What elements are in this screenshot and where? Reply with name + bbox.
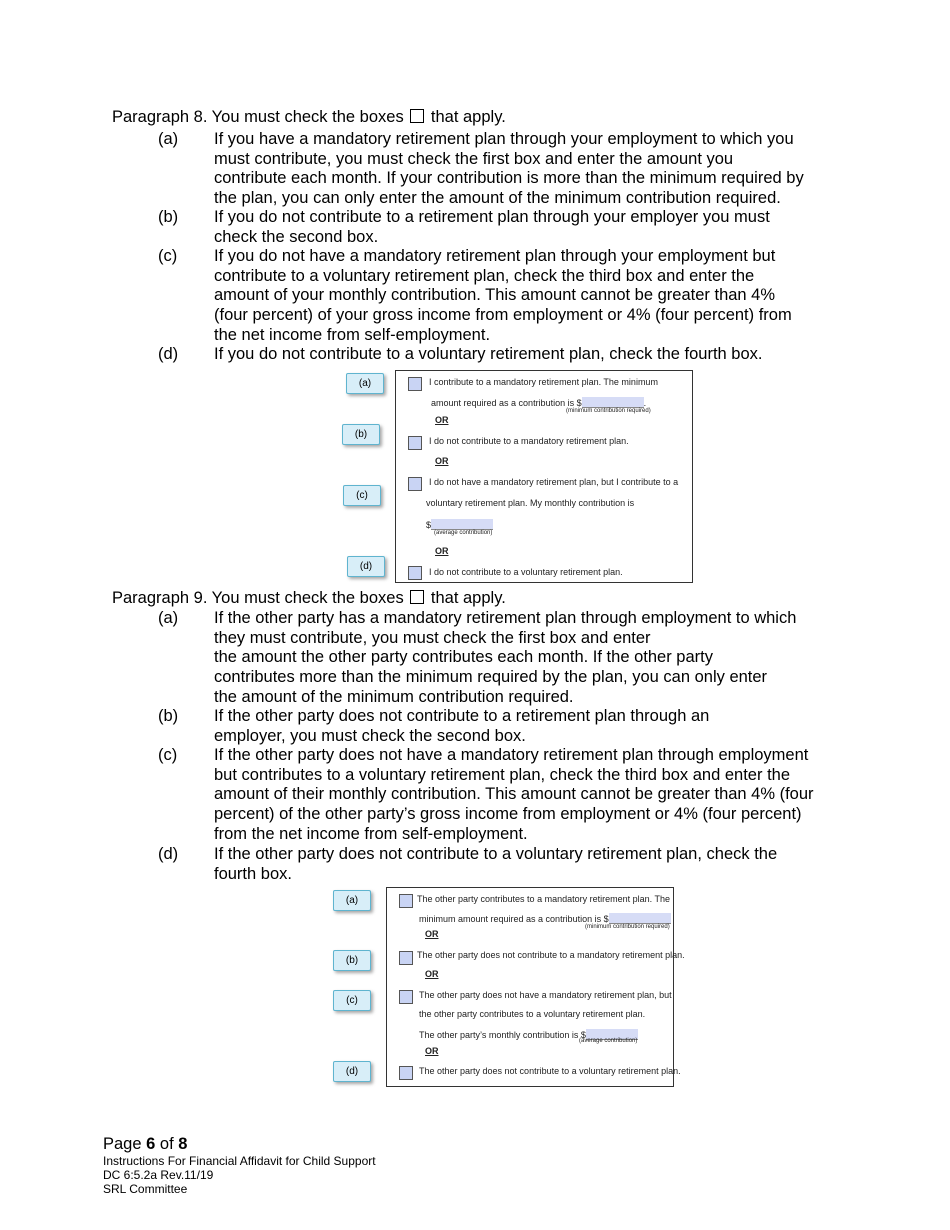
form-checkbox-a [408, 377, 422, 391]
form-checkbox-c [399, 990, 413, 1004]
page-number: Page 6 of 8 [103, 1135, 188, 1153]
form-tag-b: (b) [342, 424, 380, 445]
item-text-d: If the other party does not contribute to a voluntary retirement plan, check the fourth box. [214, 845, 778, 883]
item-text-c: If you do not have a mandatory retirement plan through your employment but contribute to a voluntary retirement plan, check the third box and enter the amount of your monthly contribution. This amount cannot be greater than 4% (four percent) of your gross income from employment or 4% (four percent) from the net income from self-employment. [214, 247, 792, 344]
form-tag-d: (d) [333, 1061, 371, 1082]
form-amount-field-c [431, 519, 493, 530]
paragraph-9-heading: Paragraph 9. You must check the boxes that apply. [112, 589, 506, 607]
form-tag-b: (b) [333, 950, 371, 971]
form-checkbox-d [399, 1066, 413, 1080]
form-tag-a: (a) [333, 890, 371, 911]
item-text-b: If the other party does not contribute to a retirement plan through an employer, you must check the second box. [214, 707, 710, 745]
form-tag-a: (a) [346, 373, 384, 394]
paragraph-8-heading: Paragraph 8. You must check the boxes that apply. [112, 108, 506, 126]
checkbox-symbol-icon [410, 109, 424, 123]
form-amount-field-a [609, 913, 671, 924]
item-label-d: (d) [158, 845, 179, 863]
item-text-d: If you do not contribute to a voluntary retirement plan, check the fourth box. [214, 345, 763, 363]
form-tag-c: (c) [343, 485, 381, 506]
form-checkbox-b [408, 436, 422, 450]
item-text-a: If the other party has a mandatory retirement plan through employment to which they must contribute, you must check the first box and enter the amount the other party contributes each month. If the other party contributes more than the minimum required by the plan, you can only enter the amount of the minimum contribution required. [214, 609, 797, 706]
item-label-b: (b) [158, 707, 179, 725]
item-text-a: If you have a mandatory retirement plan through your employment to which you must contribute, you must check the first box and enter the amount you contribute each month. If your contribution is more than the minimum required by the plan, you can only enter the amount of the minimum contribution required. [214, 130, 804, 208]
form-checkbox-a [399, 894, 413, 908]
item-label-b: (b) [158, 208, 179, 226]
form-amount-field-a [582, 397, 644, 408]
footer-form-title: Instructions For Financial Affidavit for Child Support [103, 1154, 376, 1168]
item-label-a: (a) [158, 130, 179, 148]
item-label-c: (c) [158, 247, 178, 265]
form-excerpt-paragraph-8: I contribute to a mandatory retirement plan. The minimum amount required as a contribution is $ . (minimum contribution required) OR I do not contribute to a mandatory retirement plan. OR I do not have a mandatory retirement plan, but I contribute to a voluntary retirement plan. My monthly contribution is $ (average contribution) OR I do not contribute to a voluntary retirement plan. [395, 370, 693, 583]
footer-form-code: DC 6:5.2a Rev.11/19 [103, 1168, 214, 1182]
form-checkbox-d [408, 566, 422, 580]
form-tag-c: (c) [333, 990, 371, 1011]
item-label-d: (d) [158, 345, 179, 363]
form-checkbox-c [408, 477, 422, 491]
form-excerpt-paragraph-9: The other party contributes to a mandatory retirement plan. The minimum amount required as a contribution is $ (minimum contribution required) OR The other party does not contribute to a mandatory retirement plan. OR The other party does not have a mandatory retirement plan, but the other party contributes to a voluntary retirement plan. The other party’s monthly contribution is $ (average contribution) OR The other party does not contribute to a voluntary retirement plan. [386, 887, 674, 1087]
form-tag-d: (d) [347, 556, 385, 577]
form-checkbox-b [399, 951, 413, 965]
item-label-a: (a) [158, 609, 179, 627]
checkbox-symbol-icon [410, 590, 424, 604]
item-text-b: If you do not contribute to a retirement plan through your employer you must check the second box. [214, 208, 770, 246]
item-text-c: If the other party does not have a mandatory retirement plan through employment but contributes to a voluntary retirement plan, check the third box and enter the amount of their monthly contribution. This amount cannot be greater than 4% (four percent) of the other party’s gross income from employment or 4% (four percent) from the net income from self-employment. [214, 746, 814, 843]
footer-committee: SRL Committee [103, 1182, 188, 1196]
item-label-c: (c) [158, 746, 178, 764]
